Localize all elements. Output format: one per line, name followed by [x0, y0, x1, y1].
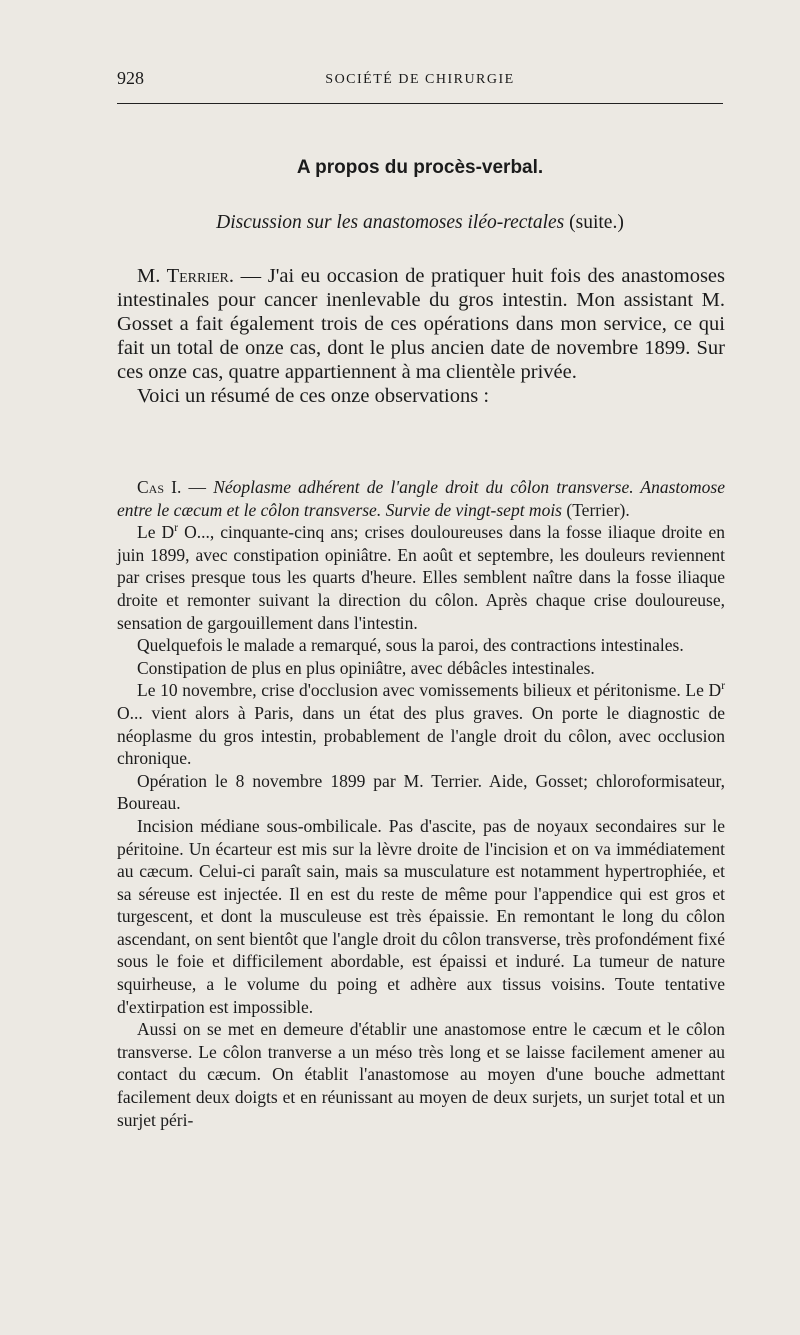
- intro-paragraph-text: — J'ai eu occasion de pratiquer huit fois des anastomoses intestinales pour cancer inenlevable du gros intestin. Mon assistant M. Gosset a fait également trois de ces opérations dans mon service, ce qui fait un total de onze cas, dont le plus ancien date de novembre 1899. Sur ces onze cas, quatre appartiennent à ma clientèle privée.: [117, 265, 725, 383]
- subtitle-italic: Discussion sur les anastomoses iléo-rectales: [216, 212, 565, 233]
- running-head: [117, 64, 723, 94]
- case-title: Cas I. — Néoplasme adhérent de l'angle droit du côlon transverse. Anastomose entre le cæcum et le côlon transverse. Survie de vingt-sept mois (Terrier).: [117, 477, 726, 520]
- intro-paragraph: [117, 264, 725, 384]
- case-paragraph-4: Le 10 novembre, crise d'occlusion avec vomissements bilieux et péritonisme. Le $D^r$ O... vient alors à Paris, dans un état des plus graves. On porte le diagnostic de néoplasme du gros intestin, probablement de l'angle droit du côlon, avec occlusion chronique.: [117, 680, 725, 769]
- case-1: [117, 476, 725, 1131]
- speaker-name: M. Terrier.: [137, 265, 235, 287]
- case-title-suffix: (Terrier).: [562, 499, 630, 520]
- case-label: Cas I.: [137, 477, 182, 497]
- subtitle-suffix: (suite.): [569, 212, 624, 233]
- case-paragraph-3: Constipation de plus en plus opiniâtre, avec débâcles intestinales.: [137, 657, 595, 678]
- section-title: A propos du procès-verbal.: [296, 157, 544, 178]
- case-paragraph-5: Opération le 8 novembre 1899 par M. Terrier. Aide, Gosset; chloroformisateur, Boureau.: [117, 770, 725, 814]
- header-rule: [117, 103, 723, 104]
- case-paragraph-1: Le $D^r$ O..., cinquante-cinq ans; crises douloureuses dans la fosse iliaque droite en juin 1899, avec constipation opiniâtre. En août et septembre, les douleurs reviennent par crises presque tous les quarts d'heure. Elles semblent naître dans la fosse iliaque droite et remonter suivant la direction du côlon. Après chaque crise douloureuse, sensation de gargouillement dans l'intestin.: [117, 522, 725, 633]
- intro-text: [117, 264, 725, 408]
- journal-title: SOCIÉTÉ DE CHIRURGIE: [325, 72, 515, 87]
- case-paragraph-7: Aussi on se met en demeure d'établir une anastomose entre le cæcum et le côlon transverse. Le côlon tranverse a un méso très long et se laisse facilement amener au contact du cæcum. On établit l'anastomose au moyen d'une bouche admettant facilement deux doigts et en réunissant au moyen de deux surjets, un surjet total et un surjet péri-: [117, 1019, 725, 1130]
- page-number: 928: [117, 68, 144, 88]
- section-subtitle: [0, 212, 800, 234]
- case-title-italic: Néoplasme adhérent de l'angle droit du côlon transverse. Anastomose entre le cæcum et le côlon transverse. Survie de vingt-sept mois: [117, 477, 726, 520]
- intro-paragraph-2: Voici un résumé de ces onze observations :: [137, 385, 490, 407]
- case-paragraph-2: Quelquefois le malade a remarqué, sous la paroi, des contractions intestinales.: [137, 635, 684, 656]
- case-paragraph-6: Incision médiane sous-ombilicale. Pas d'ascite, pas de noyaux secondaires sur le péritoine. Un écarteur est mis sur la lèvre droite de l'incision et on va immédiatement au cæcum. Celui-ci paraît sain, mais sa musculature est notamment hypertrophiée, et sa séreuse est injectée. Il en est du reste de même pour l'appendice qui est gros et turgescent, et dont la musculeuse est très épaissie. En remontant le long du côlon ascendant, on sent bientôt que l'angle droit du côlon transverse, très profondément fixé sous le foie et difficilement abordable, est épaissi et induré. La tumeur de nature squirheuse, a le volume du poing et adhère aux tissus voisins. Toute tentative d'extirpation est impossible.: [117, 815, 725, 1017]
